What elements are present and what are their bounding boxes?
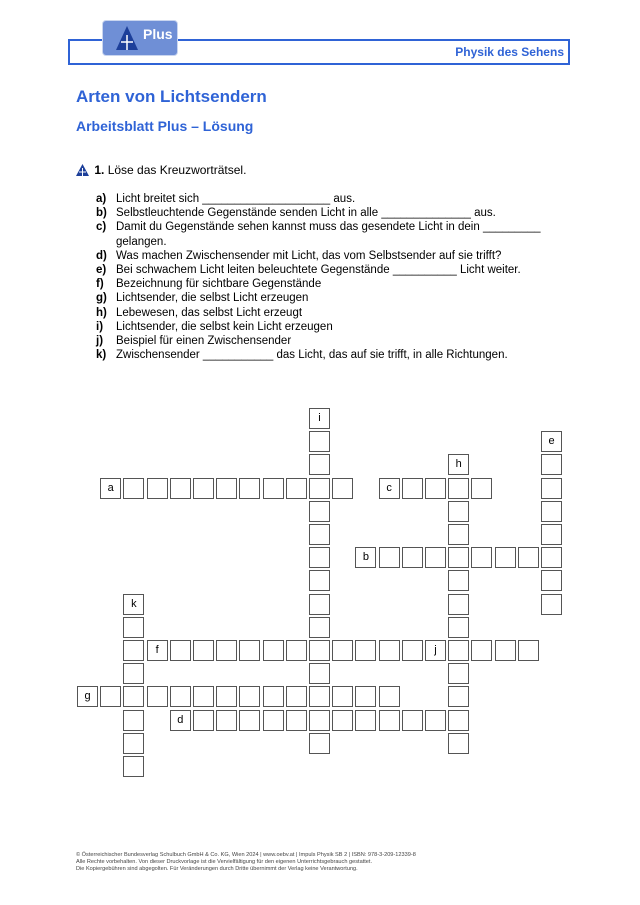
task-text: Löse das Kreuzworträtsel. — [107, 163, 247, 177]
crossword-cell[interactable] — [425, 710, 446, 731]
crossword-cell[interactable] — [286, 640, 307, 661]
crossword-cell[interactable] — [541, 478, 562, 499]
crossword-cell[interactable] — [170, 478, 191, 499]
crossword-cell[interactable] — [216, 478, 237, 499]
crossword-cell[interactable] — [309, 524, 330, 545]
crossword-cell[interactable] — [309, 478, 330, 499]
crossword-cell[interactable] — [309, 686, 330, 707]
crossword-clue-cell-a: a — [100, 478, 121, 499]
crossword-cell[interactable] — [402, 547, 423, 568]
crossword-cell[interactable] — [309, 663, 330, 684]
crossword-cell[interactable] — [216, 640, 237, 661]
crossword-cell[interactable] — [193, 640, 214, 661]
clue-text: Selbstleuchtende Gegenstände senden Licht in alle ______________ aus. — [116, 207, 496, 220]
crossword-cell[interactable] — [402, 640, 423, 661]
crossword-cell[interactable] — [193, 478, 214, 499]
crossword-cell[interactable] — [123, 733, 144, 754]
crossword-cell[interactable] — [239, 640, 260, 661]
crossword-cell[interactable] — [541, 454, 562, 475]
crossword-cell[interactable] — [100, 686, 121, 707]
crossword-cell[interactable] — [541, 524, 562, 545]
clue-key: h) — [96, 306, 107, 319]
crossword-cell[interactable] — [239, 710, 260, 731]
crossword-cell[interactable] — [471, 547, 492, 568]
crossword-cell[interactable] — [448, 710, 469, 731]
clue-key: b) — [96, 207, 107, 220]
crossword-cell[interactable] — [448, 686, 469, 707]
crossword-clue-cell-e: e — [541, 431, 562, 452]
crossword-cell[interactable] — [123, 617, 144, 638]
crossword-cell[interactable] — [471, 478, 492, 499]
crossword-cell[interactable] — [402, 478, 423, 499]
crossword-cell[interactable] — [332, 478, 353, 499]
clue-text: Lichtsender, die selbst Licht erzeugen — [116, 292, 309, 305]
crossword-cell[interactable] — [448, 570, 469, 591]
crossword-cell[interactable] — [147, 478, 168, 499]
crossword-cell[interactable] — [309, 733, 330, 754]
clue-key: c) — [96, 221, 107, 234]
crossword-cell[interactable] — [147, 686, 168, 707]
crossword-clue-cell-h: h — [448, 454, 469, 475]
crossword-cell[interactable] — [379, 640, 400, 661]
crossword-cell[interactable] — [170, 640, 191, 661]
crossword-cell[interactable] — [123, 756, 144, 777]
clue-key: i) — [96, 320, 104, 333]
crossword-clue-cell-d: d — [170, 710, 191, 731]
crossword-cell[interactable] — [471, 640, 492, 661]
crossword-cell[interactable] — [402, 710, 423, 731]
crossword-cell[interactable] — [332, 686, 353, 707]
subject-label: Physik des Sehens — [455, 45, 564, 59]
clue-text: Zwischensender ___________ das Licht, das auf sie trifft, in alle Richtungen. — [116, 349, 508, 362]
footer-line: Die Kopiergebühren sind abgegolten. Für Veränderungen durch Dritte übernimmt der Verlag keine Verantwortung. — [76, 866, 358, 872]
crossword-clue-cell-f: f — [147, 640, 168, 661]
crossword-cell[interactable] — [448, 501, 469, 522]
crossword-clue-cell-b: b — [355, 547, 376, 568]
crossword-cell[interactable] — [193, 710, 214, 731]
crossword-cell[interactable] — [309, 431, 330, 452]
crossword-cell[interactable] — [309, 454, 330, 475]
crossword-cell[interactable] — [309, 594, 330, 615]
crossword-cell[interactable] — [193, 686, 214, 707]
clue-key: g) — [96, 292, 107, 305]
crossword-cell[interactable] — [309, 547, 330, 568]
clue-text: Bei schwachem Licht leiten beleuchtete Gegenstände __________ Licht weiter. — [116, 264, 521, 277]
clue-key: j) — [96, 335, 104, 348]
crossword-cell[interactable] — [448, 640, 469, 661]
crossword-cell[interactable] — [286, 710, 307, 731]
crossword-cell[interactable] — [309, 710, 330, 731]
crossword-cell[interactable] — [170, 686, 191, 707]
footer-line: © Österreichischer Bundesverlag Schulbuch GmbH & Co. KG, Wien 2024 | www.oebv.at | Impuls Physik SB 2 | ISBN: 978-3-209-12339-8 — [76, 852, 416, 858]
crossword-cell[interactable] — [123, 686, 144, 707]
clue-text: Was machen Zwischensender mit Licht, das vom Selbstsender auf sie trifft? — [116, 249, 502, 262]
crossword-cell[interactable] — [263, 640, 284, 661]
crossword-clue-cell-j: j — [425, 640, 446, 661]
page-title: Arten von Lichtsendern — [76, 87, 267, 106]
crossword-cell[interactable] — [332, 710, 353, 731]
crossword-cell[interactable] — [448, 594, 469, 615]
crossword-cell[interactable] — [355, 640, 376, 661]
footer — [76, 852, 416, 873]
logo-text: Plus — [143, 26, 173, 42]
crossword-cell[interactable] — [239, 478, 260, 499]
crossword-cell[interactable] — [263, 686, 284, 707]
crossword-cell[interactable] — [216, 710, 237, 731]
footer-line: Alle Rechte vorbehalten. Von dieser Druckvorlage ist die Vervielfältigung für den eigenen Unterrichtsgebrauch gestattet. — [76, 859, 373, 865]
crossword-cell[interactable] — [309, 570, 330, 591]
clue-text: Beispiel für einen Zwischensender — [116, 335, 292, 348]
clue-text: Licht breitet sich ____________________ aus. — [116, 193, 356, 205]
crossword-cell[interactable] — [448, 663, 469, 684]
crossword-cell[interactable] — [263, 710, 284, 731]
clue-key: d) — [96, 249, 107, 262]
clue-text: Damit du Gegenstände sehen kannst muss das gesendete Licht in dein _________ gelangen. — [116, 221, 541, 248]
crossword-cell[interactable] — [518, 547, 539, 568]
crossword-cell[interactable] — [448, 617, 469, 638]
clue-text: Bezeichnung für sichtbare Gegenstände — [116, 278, 322, 291]
crossword-cell[interactable] — [309, 640, 330, 661]
crossword-cell[interactable] — [495, 547, 516, 568]
crossword-cell[interactable] — [448, 733, 469, 754]
crossword-cell[interactable] — [379, 686, 400, 707]
crossword-cell[interactable] — [123, 710, 144, 731]
clue-text: Lichtsender, die selbst kein Licht erzeugen — [116, 320, 333, 333]
crossword-cell[interactable] — [263, 478, 284, 499]
crossword-cell[interactable] — [286, 478, 307, 499]
crossword-clue-cell-i: i — [309, 408, 330, 429]
crossword-cell[interactable] — [518, 640, 539, 661]
crossword-cell[interactable] — [355, 710, 376, 731]
crossword-clue-cell-c: c — [379, 478, 400, 499]
crossword-cell[interactable] — [495, 640, 516, 661]
crossword-cell[interactable] — [379, 710, 400, 731]
crossword-cell[interactable] — [123, 640, 144, 661]
page-subtitle: Arbeitsblatt Plus – Lösung — [76, 118, 254, 134]
crossword-clue-cell-k: k — [123, 594, 144, 615]
crossword-cell[interactable] — [541, 594, 562, 615]
clue-key: f) — [96, 278, 104, 291]
crossword-cell[interactable] — [541, 570, 562, 591]
crossword-cell[interactable] — [332, 640, 353, 661]
crossword-cell[interactable] — [123, 663, 144, 684]
crossword-cell[interactable] — [425, 478, 446, 499]
crossword-clue-cell-g: g — [77, 686, 98, 707]
clue-key: a) — [96, 193, 107, 205]
crossword-cell[interactable] — [309, 617, 330, 638]
crossword-cell[interactable] — [355, 686, 376, 707]
crossword-cell[interactable] — [286, 686, 307, 707]
crossword-cell[interactable] — [448, 524, 469, 545]
crossword-cell[interactable] — [541, 501, 562, 522]
crossword-cell[interactable] — [379, 547, 400, 568]
crossword-cell[interactable] — [239, 686, 260, 707]
crossword-cell[interactable] — [123, 478, 144, 499]
crossword-cell[interactable] — [541, 547, 562, 568]
crossword-cell[interactable] — [448, 547, 469, 568]
clue-key: k) — [96, 349, 107, 362]
clue-key: e) — [96, 264, 107, 277]
crossword-cell[interactable] — [425, 547, 446, 568]
task-number: 1. — [94, 163, 105, 177]
crossword-cell[interactable] — [448, 478, 469, 499]
crossword-cell[interactable] — [309, 501, 330, 522]
crossword-cell[interactable] — [216, 686, 237, 707]
clue-text: Lebewesen, das selbst Licht erzeugt — [116, 306, 303, 319]
